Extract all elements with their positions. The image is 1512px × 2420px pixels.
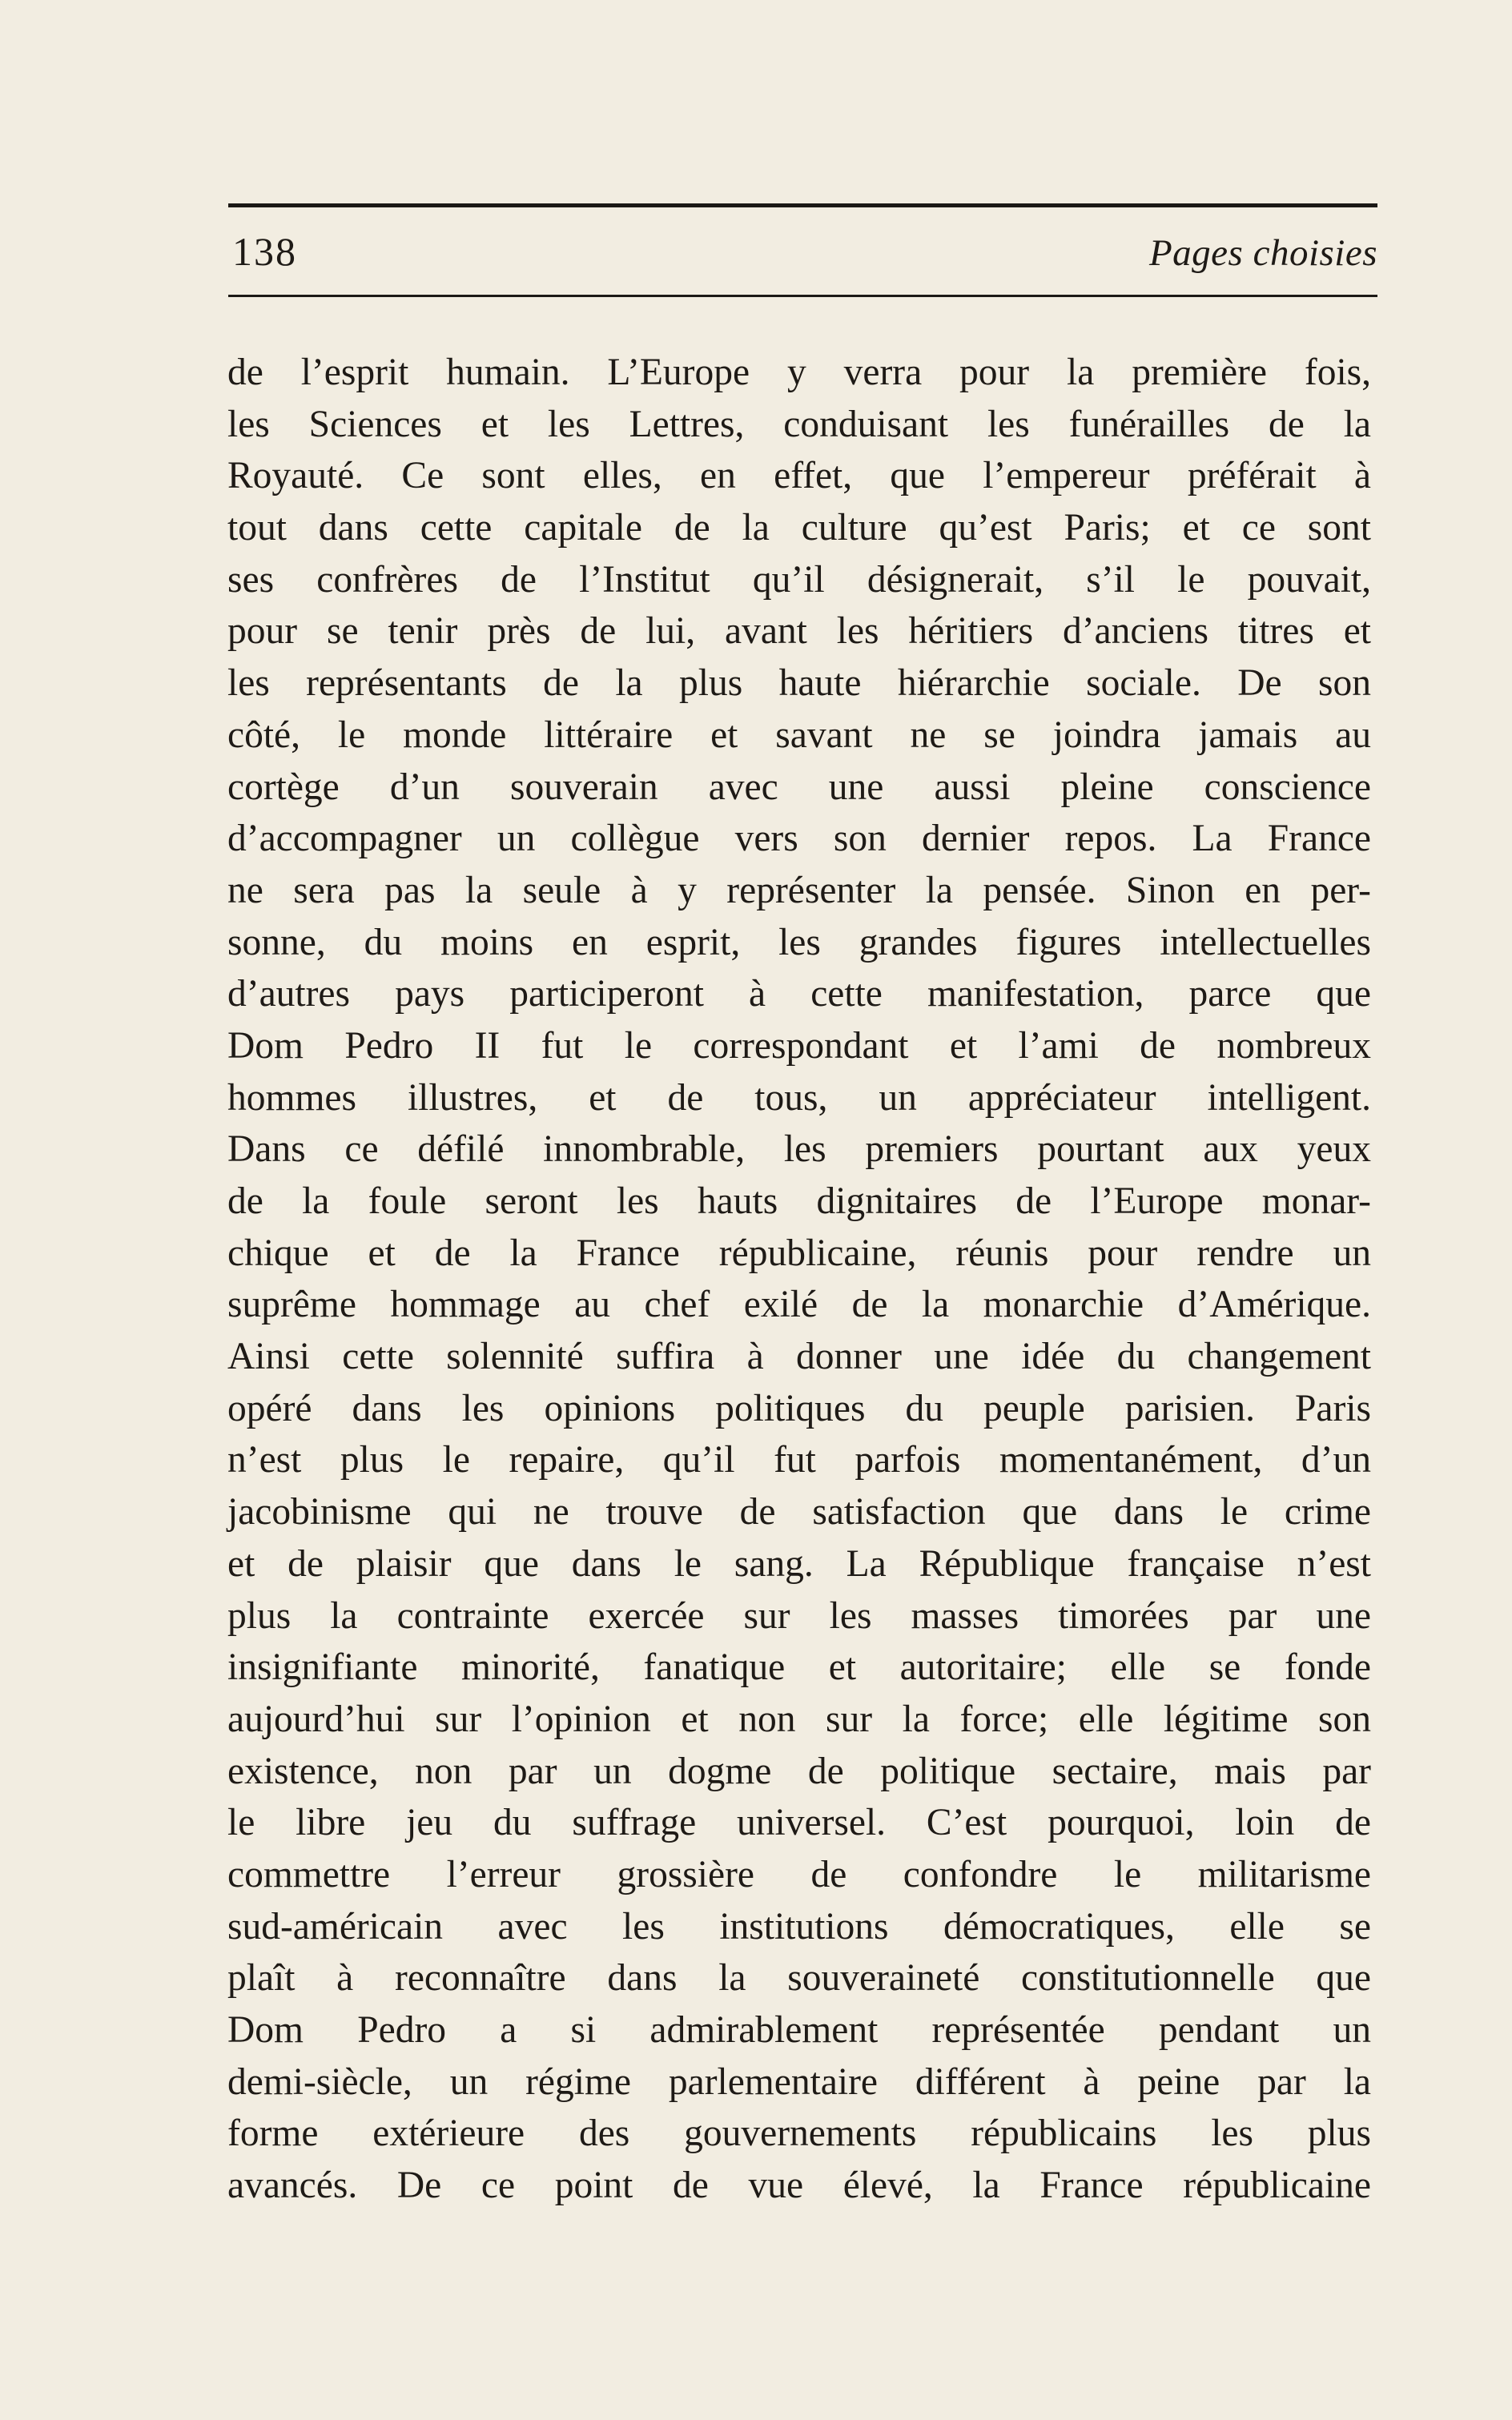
text-line: les Sciences et les Lettres, conduisant les funérailles de la: [227, 403, 1371, 445]
text-line: suprême hommage au chef exilé de la monarchie d’Amérique.: [227, 1284, 1371, 1326]
text-line: Royauté. Ce sont elles, en effet, que l’empereur préférait à: [227, 455, 1371, 497]
text-line: sonne, du moins en esprit, les grandes figures intellectuelles: [227, 921, 1371, 963]
text-line: plaît à reconnaître dans la souveraineté constitutionnelle que: [227, 1957, 1371, 2000]
text-line: jacobinisme qui ne trouve de satisfaction que dans le crime: [227, 1491, 1371, 1534]
text-line: Ainsi cette solennité suffira à donner une idée du changement: [227, 1336, 1371, 1378]
text-line: Dans ce défilé innombrable, les premiers pourtant aux yeux: [227, 1128, 1371, 1171]
text-line: existence, non par un dogme de politique sectaire, mais par: [227, 1750, 1371, 1792]
body-text: [227, 347, 1371, 2212]
text-line: opéré dans les opinions politiques du peuple parisien. Paris: [227, 1387, 1371, 1429]
text-line: de l’esprit humain. L’Europe y verra pour la première fois,: [227, 352, 1371, 393]
text-line: chique et de la France républicaine, réunis pour rendre un: [227, 1232, 1371, 1274]
text-line: avancés. De ce point de vue élevé, la France républicaine: [227, 2165, 1371, 2207]
text-line: tout dans cette capitale de la culture qu’est Paris; et ce sont: [227, 507, 1371, 549]
text-line: insignifiante minorité, fanatique et autoritaire; elle se fonde: [227, 1646, 1371, 1689]
text-line: ne sera pas la seule à y représenter la pensée. Sinon en per-: [227, 869, 1371, 911]
running-title: Pages choisies: [1148, 232, 1377, 274]
text-line: d’accompagner un collègue vers son dernier repos. La France: [227, 818, 1371, 860]
text-line: plus la contrainte exercée sur les masses timorées par une: [227, 1594, 1371, 1637]
text-line: hommes illustres, et de tous, un appréciateur intelligent.: [227, 1076, 1371, 1119]
text-line: aujourd’hui sur l’opinion et non sur la force; elle légitime son: [227, 1698, 1371, 1740]
text-line: sud-américain avec les institutions démocratiques, elle se: [227, 1905, 1371, 1948]
text-line: forme extérieure des gouvernements républicains les plus: [227, 2112, 1371, 2155]
text-line: et de plaisir que dans le sang. La République française n’est: [227, 1542, 1371, 1585]
text-line: les représentants de la plus haute hiérarchie sociale. De son: [227, 662, 1371, 705]
page-number: 138: [232, 229, 297, 274]
text-line: Dom Pedro II fut le correspondant et l’ami de nombreux: [227, 1024, 1371, 1067]
text-line: pour se tenir près de lui, avant les héritiers d’anciens titres et: [227, 610, 1371, 653]
text-line: demi-siècle, un régime parlementaire différent à peine par la: [227, 2060, 1371, 2103]
text-line: de la foule seront les hauts dignitaires de l’Europe monar-: [227, 1180, 1371, 1222]
text-line: le libre jeu du suffrage universel. C’est pourquoi, loin de: [227, 1802, 1371, 1844]
text-line: Dom Pedro a si admirablement représentée pendant un: [227, 2009, 1371, 2051]
text-line: commettre l’erreur grossière de confondre le militarisme: [227, 1853, 1371, 1895]
text-line: n’est plus le repaire, qu’il fut parfois momentanément, d’un: [227, 1439, 1371, 1481]
header-rule-bottom: [228, 295, 1377, 297]
text-line: cortège d’un souverain avec une aussi pleine conscience: [227, 766, 1371, 808]
text-line: côté, le monde littéraire et savant ne se joindra jamais au: [227, 714, 1371, 756]
header-rule-top: [228, 203, 1377, 207]
text-line: d’autres pays participeront à cette manifestation, parce que: [227, 973, 1371, 1015]
text-line: ses confrères de l’Institut qu’il désignerait, s’il le pouvait,: [227, 558, 1371, 601]
